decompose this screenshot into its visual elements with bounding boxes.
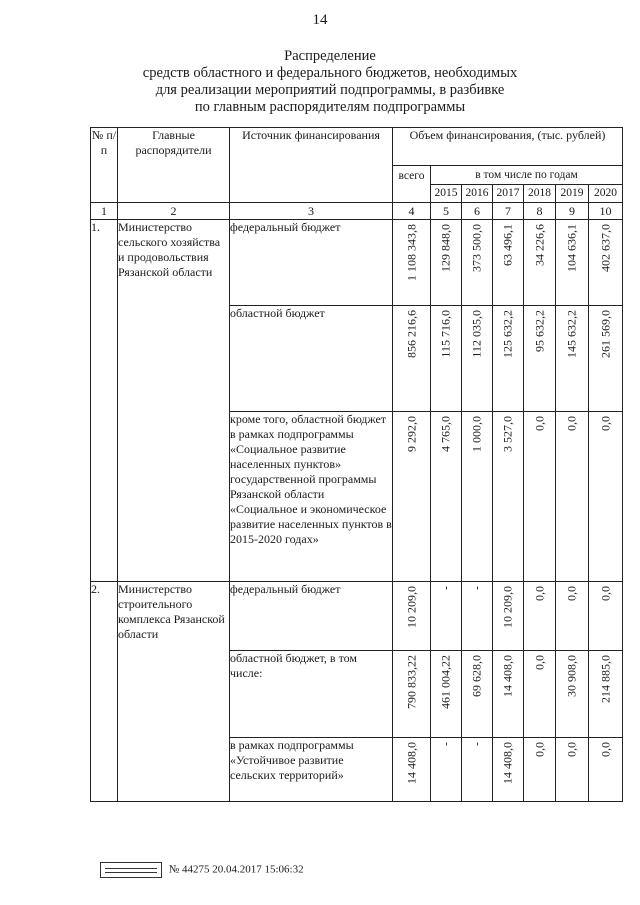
- column-number: 6: [462, 203, 493, 220]
- value-text: 115 716,0: [438, 310, 453, 358]
- value-text: 95 632,2: [532, 310, 546, 352]
- value-text: 4 765,0: [438, 416, 453, 452]
- header-year: 2020: [589, 185, 623, 203]
- source-cell: в рамках подпрограммы «Устойчивое развитие сельских территорий»: [230, 738, 393, 802]
- value-cell: [493, 412, 524, 582]
- value-text: 30 908,0: [564, 655, 579, 697]
- value-cell: [524, 306, 556, 412]
- value-cell: [493, 582, 524, 651]
- header-year: 2016: [462, 185, 493, 203]
- header-year: 2017: [493, 185, 524, 203]
- value-text: 3 527,0: [500, 416, 515, 452]
- value-cell: [524, 220, 556, 306]
- value-text: -: [469, 586, 484, 590]
- footer-stamp: [100, 862, 304, 878]
- column-number: 1: [91, 203, 118, 220]
- value-cell: [393, 651, 431, 738]
- value-text: 0,0: [532, 416, 546, 431]
- value-cell: [556, 412, 589, 582]
- value-text: 0,0: [564, 586, 579, 601]
- value-text: 129 848,0: [438, 224, 453, 272]
- value-text: 790 833,22: [404, 655, 418, 709]
- column-number: 10: [589, 203, 623, 220]
- value-cell: [493, 651, 524, 738]
- value-text: -: [438, 742, 453, 746]
- title-line-2: средств областного и федерального бюджетов, необходимых: [142, 65, 518, 81]
- value-text: 63 496,1: [500, 224, 515, 266]
- header-num: № п/п: [91, 128, 118, 203]
- value-cell: [431, 306, 462, 412]
- value-text: 214 885,0: [598, 655, 612, 703]
- manager-name: Министерство строительного комплекса Рязанской области: [118, 582, 230, 802]
- page-number: 14: [312, 12, 328, 28]
- value-cell: [589, 412, 623, 582]
- value-cell: [556, 651, 589, 738]
- row-number: 1.: [91, 220, 118, 582]
- header-total: всего: [393, 166, 431, 203]
- value-cell: [393, 306, 431, 412]
- registry-logo-icon: [100, 862, 162, 878]
- source-cell: федеральный бюджет: [230, 220, 393, 306]
- value-text: 0,0: [532, 586, 546, 601]
- column-number: 9: [556, 203, 589, 220]
- column-number-row: [91, 203, 623, 220]
- value-text: 10 209,0: [500, 586, 515, 628]
- column-number: 8: [524, 203, 556, 220]
- value-text: 461 004,22: [438, 655, 453, 709]
- value-text: 0,0: [564, 742, 579, 757]
- header-year: 2015: [431, 185, 462, 203]
- value-text: 0,0: [564, 416, 579, 431]
- header-managers: Главные распорядители: [118, 128, 230, 203]
- value-cell: [524, 738, 556, 802]
- value-text: -: [469, 742, 484, 746]
- title-line-1: Распределение: [284, 48, 376, 64]
- value-cell: [589, 220, 623, 306]
- value-text: 112 035,0: [469, 310, 484, 358]
- value-cell: [462, 220, 493, 306]
- header-year: 2018: [524, 185, 556, 203]
- value-text: 1 108 343,8: [404, 224, 418, 281]
- value-text: 402 637,0: [598, 224, 612, 272]
- table-row: [91, 220, 623, 306]
- value-cell: [556, 220, 589, 306]
- value-cell: [393, 738, 431, 802]
- footer-text: № 44275 20.04.2017 15:06:32: [168, 863, 304, 876]
- value-text: 104 636,1: [564, 224, 579, 272]
- header-by-years: в том числе по годам: [431, 166, 623, 185]
- value-text: 1 000,0: [469, 416, 484, 452]
- value-cell: [393, 582, 431, 651]
- source-cell: кроме того, областной бюджет в рамках подпрограммы «Социальное развитие населенных пунктов» государственной программы Рязанской области «Социальное и экономическое развитие населенных пунктов в 2015-2020 годах»: [230, 412, 393, 582]
- header-volume: Объем финансирования, (тыс. рублей): [393, 128, 623, 166]
- value-cell: [589, 651, 623, 738]
- value-text: 0,0: [532, 655, 546, 670]
- financing-table: [90, 127, 623, 802]
- value-cell: [462, 582, 493, 651]
- source-cell: областной бюджет: [230, 306, 393, 412]
- value-cell: [493, 220, 524, 306]
- table-row: [91, 582, 623, 651]
- column-number: 2: [118, 203, 230, 220]
- header-year: 2019: [556, 185, 589, 203]
- value-cell: [431, 582, 462, 651]
- value-text: 0,0: [532, 742, 546, 757]
- value-cell: [431, 738, 462, 802]
- value-text: 261 569,0: [598, 310, 612, 358]
- value-cell: [524, 651, 556, 738]
- value-text: 145 632,2: [564, 310, 579, 358]
- value-text: 14 408,0: [404, 742, 418, 784]
- value-text: 9 292,0: [404, 416, 418, 452]
- column-number: 3: [230, 203, 393, 220]
- manager-name: Министерство сельского хозяйства и продовольствия Рязанской области: [118, 220, 230, 582]
- value-cell: [462, 306, 493, 412]
- value-cell: [589, 738, 623, 802]
- value-cell: [493, 306, 524, 412]
- value-text: -: [438, 586, 453, 590]
- value-text: 0,0: [598, 586, 612, 601]
- value-cell: [431, 651, 462, 738]
- value-cell: [393, 412, 431, 582]
- value-cell: [556, 738, 589, 802]
- column-number: 7: [493, 203, 524, 220]
- value-cell: [393, 220, 431, 306]
- row-number: 2.: [91, 582, 118, 802]
- header-source: Источник финансирования: [230, 128, 393, 203]
- value-cell: [589, 582, 623, 651]
- source-cell: федеральный бюджет: [230, 582, 393, 651]
- value-text: 125 632,2: [500, 310, 515, 358]
- value-text: 10 209,0: [404, 586, 418, 628]
- title-line-3: для реализации мероприятий подпрограммы, в разбивке: [155, 82, 505, 98]
- value-cell: [493, 738, 524, 802]
- value-cell: [556, 582, 589, 651]
- title-line-4: по главным распорядителям подпрограммы: [194, 99, 466, 115]
- column-number: 4: [393, 203, 431, 220]
- value-text: 0,0: [598, 416, 612, 431]
- value-cell: [431, 412, 462, 582]
- value-text: 14 408,0: [500, 655, 515, 697]
- value-text: 373 500,0: [469, 224, 484, 272]
- value-cell: [462, 412, 493, 582]
- source-cell: областной бюджет, в том числе:: [230, 651, 393, 738]
- value-cell: [524, 412, 556, 582]
- value-text: 0,0: [598, 742, 612, 757]
- value-cell: [556, 306, 589, 412]
- value-cell: [431, 220, 462, 306]
- column-number: 5: [431, 203, 462, 220]
- value-text: 14 408,0: [500, 742, 515, 784]
- document-title: [90, 48, 570, 116]
- value-text: 34 226,6: [532, 224, 546, 266]
- value-text: 69 628,0: [469, 655, 484, 697]
- value-text: 856 216,6: [404, 310, 418, 358]
- value-cell: [462, 651, 493, 738]
- value-cell: [589, 306, 623, 412]
- value-cell: [462, 738, 493, 802]
- value-cell: [524, 582, 556, 651]
